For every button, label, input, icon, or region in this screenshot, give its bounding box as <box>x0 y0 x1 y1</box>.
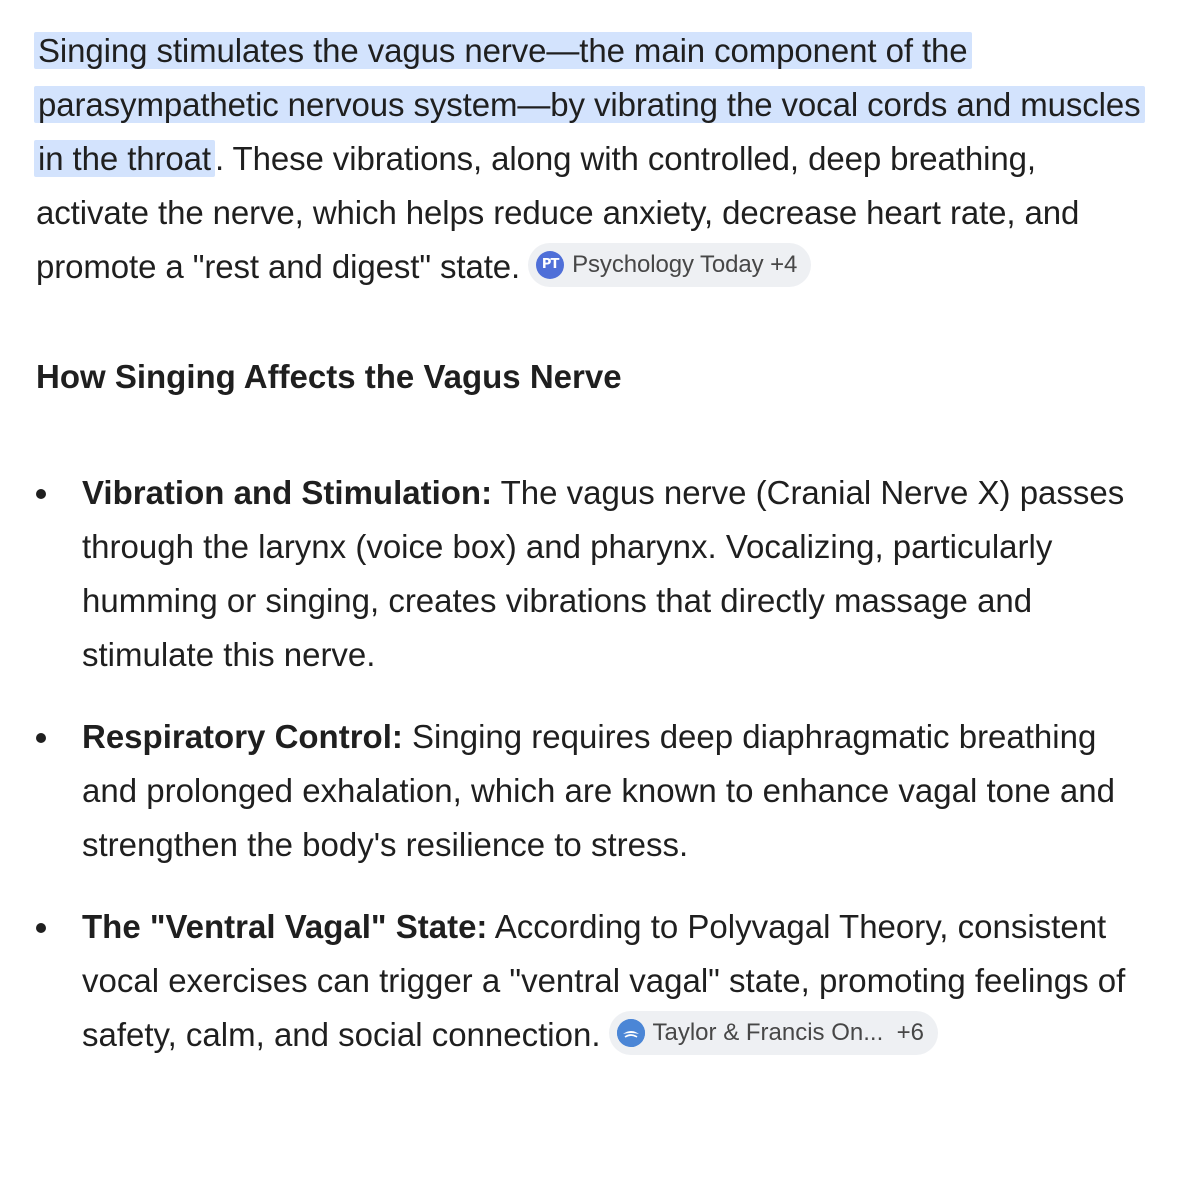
bullet-dot <box>36 489 46 499</box>
taylor-francis-icon <box>617 1019 645 1047</box>
list-item-term: The "Ventral Vagal" State: <box>82 908 488 945</box>
bullet-dot <box>36 733 46 743</box>
list-item-term: Vibration and Stimulation: <box>82 474 493 511</box>
bullet-list <box>36 466 1146 1062</box>
intro-rest-text: . These vibrations, along with controlled, deep breathing, activate the nerve, which helps reduce anxiety, decrease heart rate, and promote a "rest and digest" state. <box>36 140 1080 285</box>
list-item <box>36 466 1146 682</box>
source-chip-count: +4 <box>770 251 798 279</box>
ai-overview-content <box>36 24 1146 1090</box>
list-item-term: Respiratory Control: <box>82 718 403 755</box>
list-item-text: According to Polyvagal Theory, consistent vocal exercises can trigger a "ventral vagal" state, promoting feelings of safety, calm, and social connection. <box>82 908 1126 1053</box>
list-item <box>36 710 1146 872</box>
source-chip-psychology-today[interactable] <box>528 243 811 287</box>
list-item-text: The vagus nerve (Cranial Nerve X) passes through the larynx (voice box) and pharynx. Vocalizing, particularly humming or singing, creates vibrations that directly massage and stimulate this nerve. <box>82 474 1125 673</box>
source-chip-count: +6 <box>896 1019 924 1047</box>
section-heading: How Singing Affects the Vagus Nerve <box>36 358 622 395</box>
source-chip-taylor-francis[interactable] <box>609 1011 938 1055</box>
source-chip-label: Taylor & Francis On... <box>652 1019 884 1047</box>
list-item <box>36 900 1146 1062</box>
list-item-text: Singing requires deep diaphragmatic breathing and prolonged exhalation, which are known to enhance vagal tone and strengthen the body's resilience to stress. <box>82 718 1115 863</box>
source-chip-label: Psychology Today <box>572 251 764 279</box>
psychology-today-icon: PT <box>536 251 564 279</box>
highlighted-claim[interactable]: Singing stimulates the vagus nerve—the main component of the parasympathetic nervous system—by vibrating the vocal cords and muscles in the throat <box>34 32 1145 177</box>
bullet-dot <box>36 923 46 933</box>
intro-paragraph <box>36 24 1146 294</box>
